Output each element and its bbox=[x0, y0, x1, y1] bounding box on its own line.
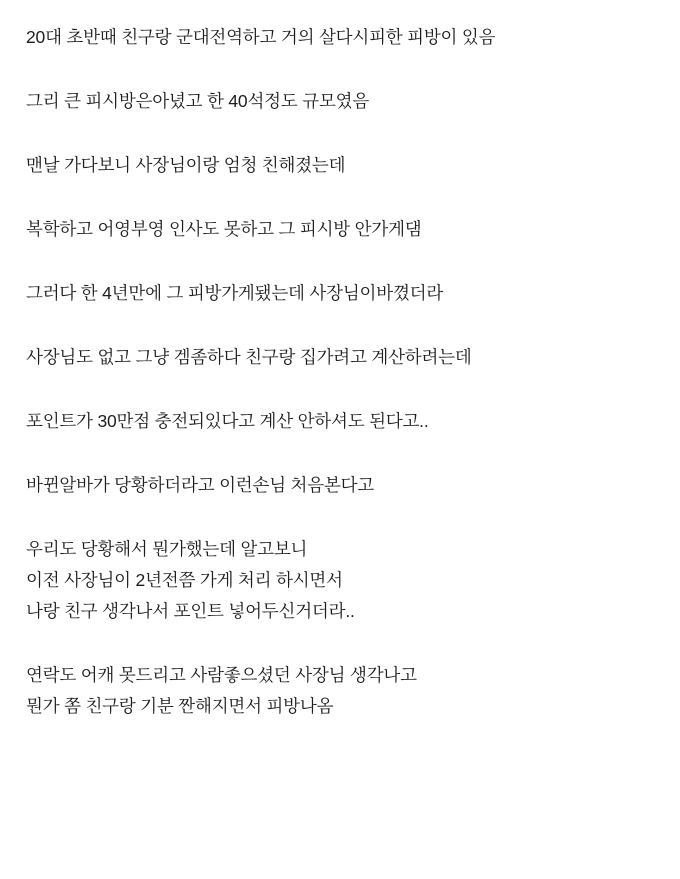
text-block bbox=[26, 22, 654, 53]
text-block bbox=[26, 534, 654, 627]
text-line: 포인트가 30만점 충전되있다고 계산 안하셔도 된다고.. bbox=[26, 411, 429, 431]
text-line: 나랑 친구 생각나서 포인트 넣어두신거더라.. bbox=[26, 601, 355, 621]
text-line: 바뀐알바가 당황하더라고 이런손님 처음본다고 bbox=[26, 475, 375, 495]
text-block bbox=[26, 278, 654, 309]
text-line: 그리 큰 피시방은아녔고 한 40석정도 규모였음 bbox=[26, 91, 370, 111]
text-block bbox=[26, 342, 654, 373]
text-block bbox=[26, 470, 654, 501]
text-line: 복학하고 어영부영 인사도 못하고 그 피시방 안가게댐 bbox=[26, 219, 422, 239]
text-block bbox=[26, 660, 654, 722]
text-line: 20대 초반때 친구랑 군대전역하고 거의 살다시피한 피방이 있음 bbox=[26, 27, 496, 47]
text-line: 뭔가 쫌 친구랑 기분 짠해지면서 피방나옴 bbox=[26, 696, 334, 716]
text-line: 그러다 한 4년만에 그 피방가게됐는데 사장님이바꼈더라 bbox=[26, 283, 444, 303]
text-line: 우리도 당황해서 뭔가했는데 알고보니 bbox=[26, 539, 308, 559]
text-line: 이전 사장님이 2년전쯤 가게 처리 하시면서 bbox=[26, 570, 343, 590]
text-block bbox=[26, 214, 654, 245]
text-line: 맨날 가다보니 사장님이랑 엄청 친해졌는데 bbox=[26, 155, 346, 175]
text-line: 연락도 어캐 못드리고 사람좋으셨던 사장님 생각나고 bbox=[26, 665, 417, 685]
text-block bbox=[26, 150, 654, 181]
text-block bbox=[26, 86, 654, 117]
text-line: 사장님도 없고 그냥 겜좀하다 친구랑 집가려고 계산하려는데 bbox=[26, 347, 472, 367]
text-block bbox=[26, 406, 654, 437]
